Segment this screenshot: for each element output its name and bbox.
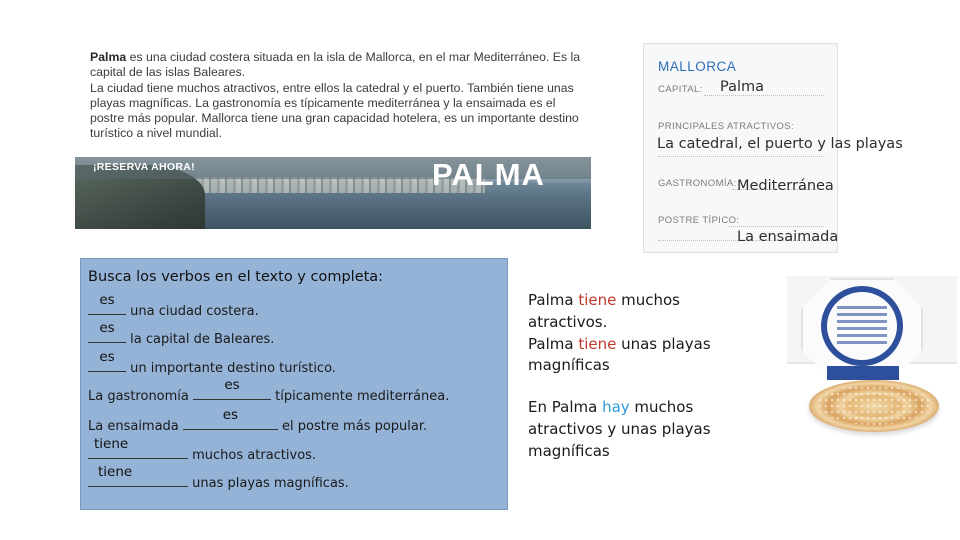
exercise-line bbox=[88, 292, 259, 319]
note-tiene-playas bbox=[528, 334, 743, 378]
note-hay bbox=[528, 397, 743, 462]
answer-text: tiene bbox=[98, 464, 133, 480]
answer-blank bbox=[88, 292, 126, 315]
capital-line bbox=[704, 95, 824, 96]
dessert-value: La ensaimada bbox=[737, 229, 839, 245]
gastronomy-label: GASTRONOMÍA: bbox=[658, 178, 737, 189]
dessert-label: POSTRE TÍPICO: bbox=[658, 215, 740, 226]
verb-notes bbox=[528, 290, 743, 463]
exercise-line-suffix: típicamente mediterránea. bbox=[271, 389, 450, 404]
exercise-line bbox=[88, 377, 450, 404]
lid-logo-text bbox=[837, 304, 887, 344]
note-rest: unas playas magníficas bbox=[528, 334, 711, 375]
palma-article-image bbox=[75, 43, 591, 229]
exercise-line-suffix: muchos atractivos. bbox=[188, 448, 317, 463]
answer-blank bbox=[88, 464, 188, 487]
exercise-line-prefix: La ensaimada bbox=[88, 419, 183, 434]
article-text bbox=[90, 50, 585, 142]
card-heading: MALLORCA bbox=[658, 59, 737, 74]
ensaimada-box-photo bbox=[787, 276, 957, 445]
article-paragraph-1 bbox=[90, 50, 585, 81]
note-spacer bbox=[528, 377, 743, 397]
exercise-line bbox=[88, 320, 275, 347]
article-paragraph-2: La ciudad tiene muchos atractivos, entre ellos la catedral y el puerto. También tiene unas playas magníficas. La gastronomía es típicamente mediterránea y la ensaimada es el postre más popular. Mallorca tiene una gran capacidad hotelera, es un importante destino turístico a nivel mundial. bbox=[90, 80, 579, 141]
capital-value: Palma bbox=[720, 79, 765, 95]
verb-tiene: tiene bbox=[578, 334, 617, 353]
note-subject: Palma bbox=[528, 291, 579, 309]
answer-text: es bbox=[99, 292, 115, 308]
article-paragraph-1-text: es una ciudad costera situada en la isla de Mallorca, en el mar Mediterráneo. Es la capital de las islas Baleares. bbox=[90, 50, 581, 80]
exercise-line-suffix: el postre más popular. bbox=[277, 419, 428, 434]
answer-blank bbox=[88, 320, 126, 343]
exercise-line bbox=[88, 464, 349, 491]
answer-text: es bbox=[99, 349, 115, 365]
capital-label: CAPITAL: bbox=[658, 84, 703, 95]
exercise-line-suffix: un importante destino turístico. bbox=[126, 361, 336, 376]
dessert-line bbox=[729, 226, 824, 227]
answer-blank bbox=[193, 377, 271, 400]
answer-text: es bbox=[224, 377, 240, 393]
attractions-line bbox=[658, 156, 824, 157]
exercise-line bbox=[88, 436, 317, 463]
verb-exercise-box bbox=[80, 258, 508, 510]
exercise-line bbox=[88, 407, 428, 434]
verb-tiene: tiene bbox=[578, 291, 617, 309]
gastronomy-value: Mediterránea bbox=[737, 178, 834, 194]
note-rest: muchos atractivos y unas playas magníficas bbox=[528, 398, 711, 460]
powdered-sugar bbox=[817, 385, 931, 425]
answer-text: es bbox=[99, 320, 115, 336]
note-rest: muchos atractivos. bbox=[528, 291, 680, 331]
lid-label bbox=[827, 366, 899, 380]
palma-city-photo bbox=[75, 157, 591, 229]
exercise-line-suffix: una ciudad costera. bbox=[126, 304, 259, 319]
answer-blank bbox=[88, 436, 188, 459]
exercise-line-prefix: La gastronomía bbox=[88, 389, 194, 404]
note-tiene-atractivos bbox=[528, 290, 743, 334]
answer-blank bbox=[88, 349, 126, 372]
note-subject: En Palma bbox=[528, 398, 603, 417]
exercise-line bbox=[88, 349, 336, 376]
exercise-line-suffix: unas playas magníficas. bbox=[188, 476, 349, 491]
reserve-now-label: ¡RESERVA AHORA! bbox=[93, 161, 195, 173]
answer-text: tiene bbox=[94, 436, 129, 452]
article-bold-palma: Palma bbox=[90, 50, 127, 64]
answer-blank bbox=[183, 407, 278, 430]
answer-text: es bbox=[222, 407, 239, 423]
exercise-title: Busca los verbos en el texto y completa: bbox=[88, 269, 384, 285]
palma-banner-title: PALMA bbox=[432, 157, 545, 192]
note-subject: Palma bbox=[528, 334, 579, 353]
exercise-line-suffix: la capital de Baleares. bbox=[126, 332, 275, 347]
attractions-label: PRINCIPALES ATRACTIVOS: bbox=[658, 121, 795, 132]
verb-hay: hay bbox=[602, 398, 630, 417]
attractions-value: La catedral, el puerto y las playas bbox=[657, 136, 903, 152]
